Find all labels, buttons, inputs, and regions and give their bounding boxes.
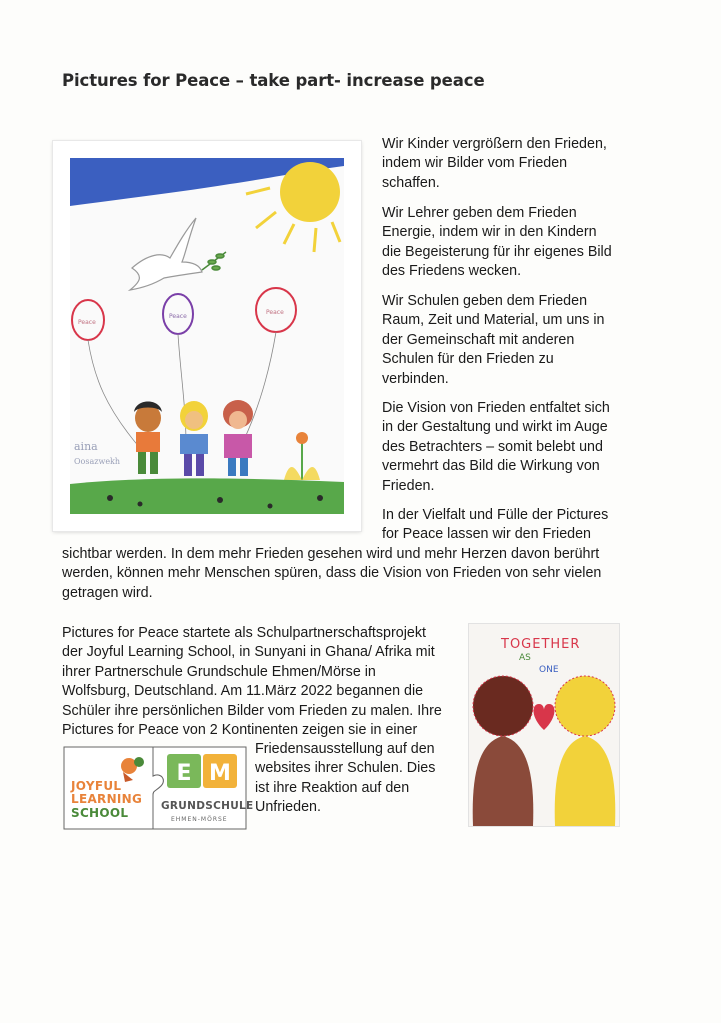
drawing-image: [70, 158, 344, 514]
page-title: Pictures for Peace – take part- increase peace: [62, 71, 485, 90]
drawing-signature-2: Oosazwekh: [74, 457, 121, 466]
intro-paragraph-2: [382, 204, 640, 282]
text-line: for Peace lassen wir den Frieden: [382, 526, 592, 543]
wrap-paragraph-continued: [62, 545, 642, 603]
text-line: die Begeisterung für ihr eigenes Bild: [382, 243, 612, 260]
text-line: des Friedens wecken.: [382, 263, 522, 280]
svg-text:E: E: [176, 761, 192, 786]
joyful-logo-line1: JOYFUL: [71, 779, 122, 793]
balloon-word-1: Peace: [78, 319, 96, 326]
project-paragraph: [62, 624, 462, 740]
text-line: Wir Schulen geben dem Frieden: [382, 293, 588, 309]
text-line: getragen wird.: [62, 584, 153, 601]
grundschule-logo-line2: EHMEN-MÖRSE: [171, 816, 228, 823]
text-line: Schüler ihre persönlichen Bilder vom Frieden zu malen. Ihre: [62, 702, 442, 719]
text-line: Schulen für den Frieden zu: [382, 351, 554, 368]
together-as-one-drawing: [469, 624, 619, 826]
one-word: ONE: [539, 665, 559, 675]
text-line: der Joyful Learning School, in Sunyani in Ghana/ Afrika mit: [62, 644, 435, 661]
text-line: des Betrachters – somit belebt und: [382, 438, 603, 455]
together-image: [469, 624, 619, 826]
joyful-logo-line2: LEARNING: [71, 792, 143, 806]
text-line: verbinden.: [382, 370, 449, 387]
text-line: In der Vielfalt und Fülle der Pictures: [382, 507, 609, 523]
text-line: Friedensausstellung auf den: [255, 741, 435, 757]
project-paragraph-wrapped: [255, 740, 455, 818]
together-word: TOGETHER: [501, 637, 581, 652]
children-peace-drawing: [53, 141, 361, 531]
text-line: Pictures for Peace startete als Schulpartnerschaftsprojekt: [62, 625, 426, 641]
text-line: Energie, indem wir in den Kindern: [382, 224, 597, 241]
text-line: vermehrt das Bild die Wirkung von: [382, 458, 600, 475]
as-word: AS: [519, 653, 531, 663]
grundschule-logo-line1: GRUNDSCHULE: [161, 800, 254, 812]
text-line: Raum, Zeit und Material, um uns in: [382, 312, 605, 329]
text-line: Wolfsburg, Deutschland. Am 11.März 2022 begannen die: [62, 683, 424, 700]
text-line: indem wir Bilder vom Frieden: [382, 155, 568, 172]
text-line: websites ihrer Schulen. Dies: [255, 760, 436, 777]
wrap-paragraph-start: [382, 506, 640, 545]
text-line: Wir Kinder vergrößern den Frieden,: [382, 136, 607, 152]
text-line: Unfrieden.: [255, 799, 321, 816]
balloon-word-3: Peace: [266, 309, 284, 316]
text-line: Pictures for Peace von 2 Kontinenten zeigen sie in einer: [62, 722, 418, 739]
text-line: ihrer Partnerschule Grundschule Ehmen/Mörse in: [62, 663, 376, 680]
intro-paragraph-4: [382, 399, 640, 496]
text-line: sichtbar werden. In dem mehr Frieden gesehen wird und mehr Herzen davon berührt: [62, 546, 600, 562]
text-line: werden, können mehr Menschen spüren, dass die Vision von Frieden von sehr vielen: [62, 565, 602, 582]
school-logos: [63, 746, 254, 830]
text-line: in der Gestaltung und wirkt im Auge: [382, 419, 608, 436]
balloon-word-2: Peace: [169, 313, 187, 320]
text-line: ist ihre Reaktion auf den: [255, 779, 410, 796]
joyful-logo-line3: SCHOOL: [71, 806, 129, 820]
drawing-signature-1: aina: [74, 440, 98, 453]
intro-paragraph-1: [382, 135, 640, 193]
text-line: schaffen.: [382, 174, 440, 191]
text-line: Wir Lehrer geben dem Frieden: [382, 205, 577, 221]
intro-paragraph-3: [382, 292, 640, 389]
svg-text:M: M: [209, 761, 231, 786]
text-line: der Gemeinschaft mit anderen: [382, 331, 575, 348]
text-line: Frieden.: [382, 477, 435, 494]
text-line: Die Vision von Frieden entfaltet sich: [382, 400, 610, 416]
